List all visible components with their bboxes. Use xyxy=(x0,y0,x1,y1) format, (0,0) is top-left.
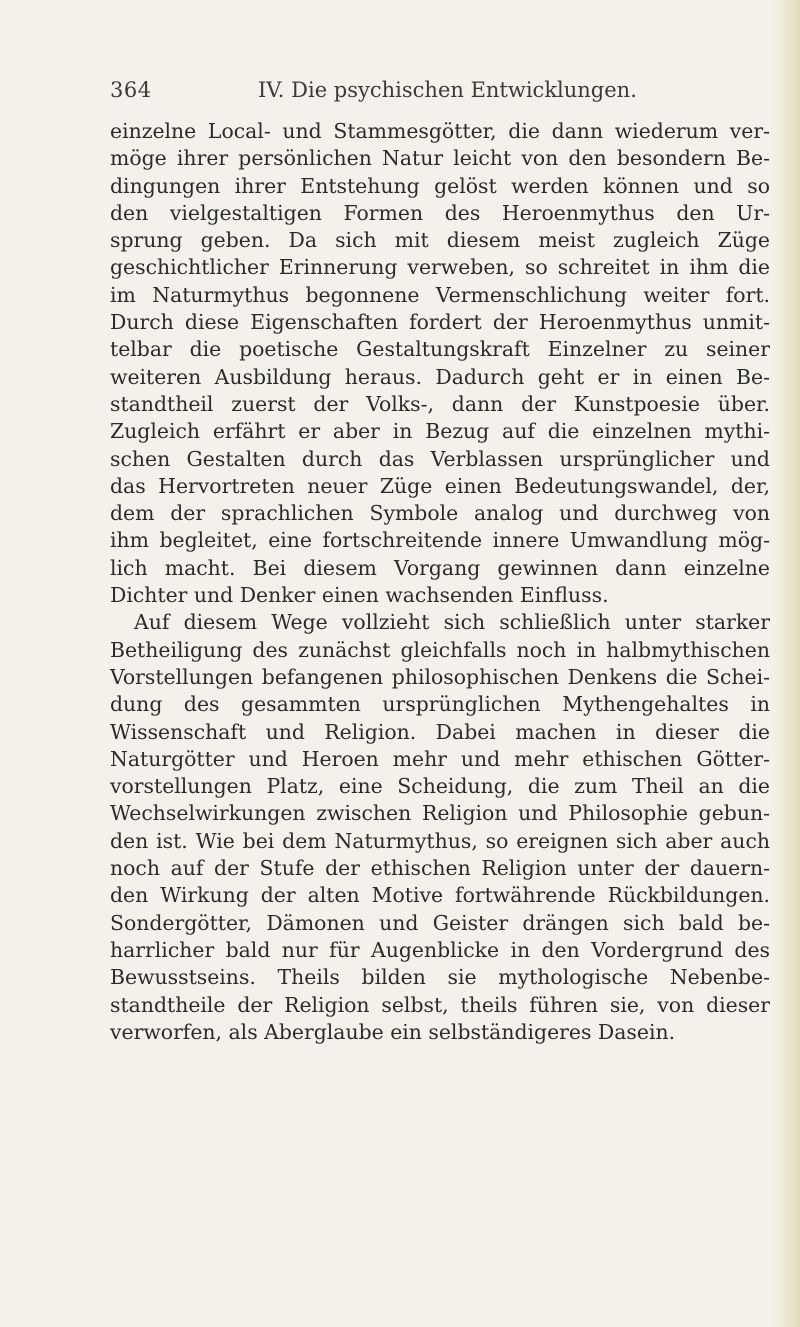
text-line: ihm begleitet, eine fortschreitende innere Umwandlung mög- xyxy=(110,528,770,553)
text-line: möge ihrer persönlichen Natur leicht von den besondern Be- xyxy=(110,146,770,171)
text-line: das Hervortreten neuer Züge einen Bedeutungswandel, der, xyxy=(110,473,770,498)
text-line: Durch diese Eigenschaften fordert der Heroenmythus unmit- xyxy=(110,310,770,335)
text-line: Auf diesem Wege vollzieht sich schließlich unter starker xyxy=(134,610,770,635)
text-line: telbar die poetische Gestaltungskraft Einzelner zu seiner xyxy=(110,337,770,362)
text-line: den ist. Wie bei dem Naturmythus, so ereignen sich aber auch xyxy=(110,828,770,853)
text-line: schen Gestalten durch das Verblassen ursprünglicher und xyxy=(110,446,770,471)
text-line: Dichter und Denker einen wachsenden Einfluss. xyxy=(110,583,609,608)
text-line: Sondergötter, Dämonen und Geister drängen sich bald be- xyxy=(110,910,770,935)
body-text xyxy=(110,118,770,1046)
text-line: einzelne Local- und Stammesgötter, die dann wiederum ver- xyxy=(110,119,770,143)
paragraph-1 xyxy=(110,118,770,609)
chapter-header-title: IV. Die psychischen Entwicklungen. xyxy=(258,78,637,102)
text-line: weiteren Ausbildung heraus. Dadurch geht er in einen Be- xyxy=(110,364,770,389)
text-line: geschichtlicher Erinnerung verweben, so schreitet in ihm die xyxy=(110,255,770,280)
text-line: den vielgestaltigen Formen des Heroenmythus den Ur- xyxy=(110,200,770,225)
text-line: dung des gesammten ursprünglichen Mythengehaltes in xyxy=(110,692,770,717)
text-line: vorstellungen Platz, eine Scheidung, die zum Theil an die xyxy=(110,774,770,799)
page-edge-shadow xyxy=(774,0,800,1327)
text-line: Wissenschaft und Religion. Dabei machen in dieser die xyxy=(110,719,770,744)
text-line: verworfen, als Aberglaube ein selbständigeres Dasein. xyxy=(110,1019,676,1044)
text-line: noch auf der Stufe der ethischen Religion unter der dauern- xyxy=(110,856,770,881)
text-line: lich macht. Bei diesem Vorgang gewinnen dann einzelne xyxy=(110,555,770,580)
running-head xyxy=(0,78,800,108)
page-number: 364 xyxy=(110,78,152,102)
text-line: standtheil zuerst der Volks-, dann der Kunstpoesie über. xyxy=(110,391,770,416)
text-line: Zugleich erfährt er aber in Bezug auf die einzelnen mythi- xyxy=(110,419,770,444)
text-line: Wechselwirkungen zwischen Religion und Philosophie gebun- xyxy=(110,801,770,826)
text-line: Betheiligung des zunächst gleichfalls noch in halbmythischen xyxy=(110,637,770,662)
text-line: dingungen ihrer Entstehung gelöst werden können und so xyxy=(110,173,770,198)
text-line: den Wirkung der alten Motive fortwährende Rückbildungen. xyxy=(110,883,770,908)
text-line: dem der sprachlichen Symbole analog und durchweg von xyxy=(110,501,770,526)
text-line: im Naturmythus begonnene Vermenschlichung weiter fort. xyxy=(110,282,770,307)
text-line: standtheile der Religion selbst, theils führen sie, von dieser xyxy=(110,992,770,1017)
text-line: Bewusstseins. Theils bilden sie mythologische Nebenbe- xyxy=(110,965,770,990)
paragraph-2 xyxy=(110,609,770,1046)
text-line: Naturgötter und Heroen mehr und mehr ethischen Götter- xyxy=(110,746,770,771)
text-line: harrlicher bald nur für Augenblicke in den Vordergrund des xyxy=(110,937,770,962)
text-line: sprung geben. Da sich mit diesem meist zugleich Züge xyxy=(110,228,770,253)
text-line: Vorstellungen befangenen philosophischen Denkens die Schei- xyxy=(110,664,770,689)
